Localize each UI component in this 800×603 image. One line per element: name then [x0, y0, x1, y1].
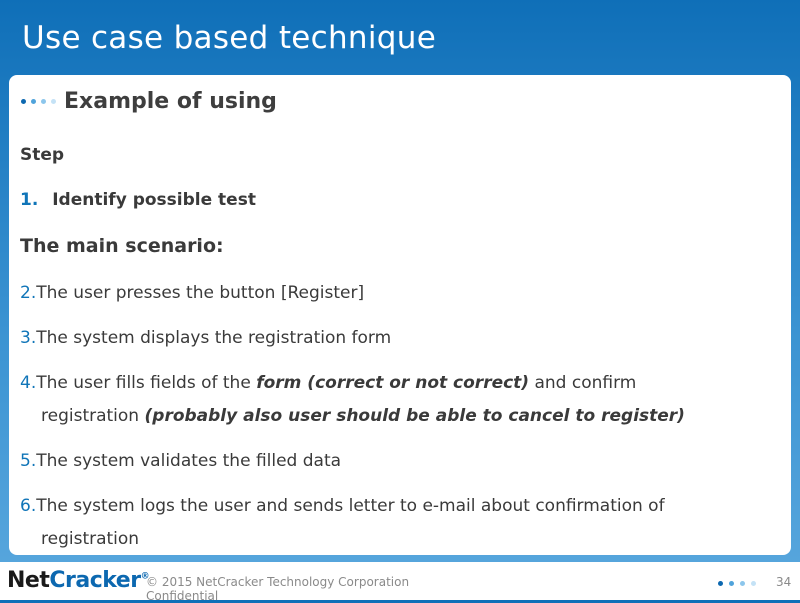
scenario-item-6: [20, 490, 665, 523]
item-text: Identify possible test: [52, 190, 256, 210]
item-number: 2.: [20, 283, 37, 303]
item-text: The user presses the button [Register]: [36, 283, 365, 303]
item-text: The system validates the filled data: [36, 451, 342, 471]
bullet-dots-icon: [21, 99, 56, 104]
item-text-emphasis: (probably also user should be able to cancel to register): [144, 406, 685, 426]
dot-icon: [31, 99, 36, 104]
scenario-item-4: [20, 367, 636, 400]
dot-icon: [751, 581, 756, 586]
item-text-emphasis: form (correct or not correct): [256, 373, 530, 393]
slide-title: Use case based technique: [22, 20, 437, 56]
logo-net: Net: [7, 568, 50, 593]
main-scenario-text: The main scenario:: [20, 235, 224, 257]
dot-icon: [740, 581, 745, 586]
netcracker-logo: [7, 568, 149, 593]
section-heading: [21, 89, 277, 114]
item-number: 5.: [20, 451, 37, 471]
main-scenario-heading: [20, 230, 224, 263]
page-number: 34: [776, 575, 792, 589]
item-text: The system displays the registration form: [36, 328, 392, 348]
item-number: 4.: [20, 373, 37, 393]
scenario-item-5: [20, 445, 341, 478]
item-number: 6.: [20, 496, 37, 516]
content-panel: [9, 75, 791, 555]
item-text: registration: [41, 406, 145, 426]
dot-icon: [718, 581, 723, 586]
dot-icon: [51, 99, 56, 104]
step-label: [20, 139, 64, 172]
footer: [0, 562, 800, 603]
dot-icon: [729, 581, 734, 586]
scenario-item-4-continued: [41, 400, 685, 433]
heading-text: Example of using: [64, 89, 277, 114]
logo-registered: ®: [140, 571, 150, 582]
scenario-item-3: [20, 322, 391, 355]
step-item-1: [20, 184, 256, 217]
item-number: 1.: [20, 190, 39, 210]
footer-dots-icon: [718, 581, 756, 586]
item-number: 3.: [20, 328, 37, 348]
item-text: The system logs the user and sends letter to e-mail about confirmation of: [36, 496, 665, 516]
logo-cracker: Cracker: [49, 568, 141, 593]
copyright-text: © 2015 NetCracker Technology Corporation Confidential: [146, 575, 410, 603]
item-text: and confirm: [529, 373, 637, 393]
scenario-item-2: [20, 277, 364, 310]
step-label-text: Step: [20, 145, 65, 165]
dot-icon: [21, 99, 26, 104]
dot-icon: [41, 99, 46, 104]
item-text: The user fills fields of the: [36, 373, 257, 393]
scenario-item-6-continued: [41, 523, 139, 556]
item-text: registration: [41, 529, 140, 549]
